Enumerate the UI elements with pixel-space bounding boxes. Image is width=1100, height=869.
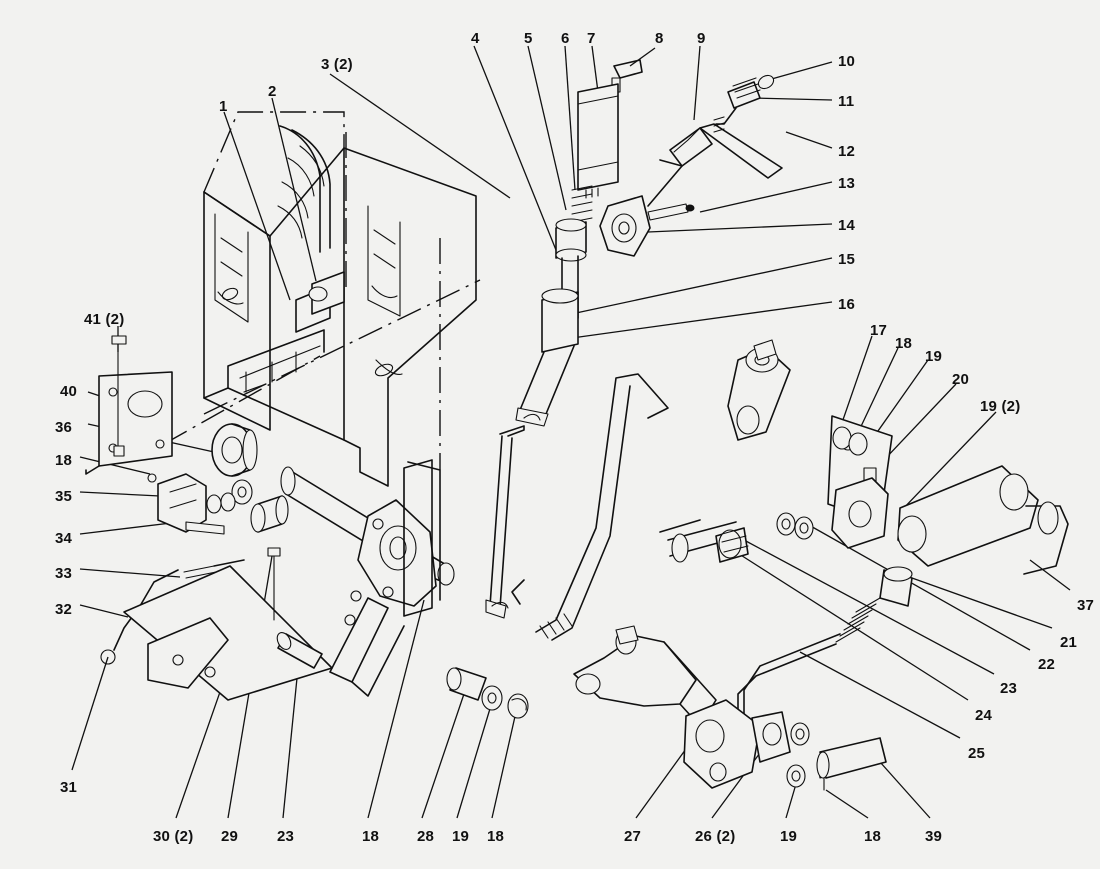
leader-lines-bottom [176, 556, 930, 818]
callout-15: 15 [838, 251, 856, 268]
left-mount-plate [86, 336, 172, 474]
callout-16: 16 [838, 296, 856, 313]
callout-6: 6 [561, 30, 570, 47]
center-bottom-pins [447, 668, 528, 718]
callout-33: 33 [55, 565, 73, 582]
upper-rod-assembly [600, 73, 782, 256]
callout-19-b1: 19 [780, 828, 798, 845]
callout-40: 40 [60, 383, 78, 400]
callout-10: 10 [838, 53, 856, 70]
callout-18-b3: 18 [362, 828, 380, 845]
callout-8: 8 [655, 30, 664, 47]
callout-20: 20 [952, 371, 970, 388]
bottom-linkage-assembly [574, 626, 886, 790]
callout-2: 2 [268, 83, 277, 100]
center-bellcrank [330, 460, 440, 696]
callout-23-bottom: 23 [277, 828, 295, 845]
callout-25: 25 [968, 745, 986, 762]
callout-22: 22 [1038, 656, 1056, 673]
callout-21: 21 [1060, 634, 1078, 651]
callout-35: 35 [55, 488, 73, 505]
callout-31: 31 [60, 779, 78, 796]
callout-39: 39 [925, 828, 943, 845]
callout-13: 13 [838, 175, 856, 192]
callout-41-2: 41 (2) [84, 311, 125, 328]
callout-37: 37 [1077, 597, 1095, 614]
callout-7: 7 [587, 30, 596, 47]
callout-28: 28 [417, 828, 435, 845]
callout-17: 17 [870, 322, 888, 339]
housing-assembly [164, 112, 480, 486]
leader-lines-top [224, 46, 700, 300]
callout-19-top: 19 [925, 348, 943, 365]
callout-23-right: 23 [1000, 680, 1018, 697]
callout-12: 12 [838, 143, 856, 160]
callout-36: 36 [55, 419, 73, 436]
long-center-rod [486, 426, 524, 618]
callout-19-2: 19 (2) [980, 398, 1021, 415]
callout-9: 9 [697, 30, 706, 47]
callout-11: 11 [838, 93, 855, 110]
callout-18-b1: 18 [864, 828, 882, 845]
callout-18-b2: 18 [487, 828, 505, 845]
callout-27: 27 [624, 828, 642, 845]
callout-18-top: 18 [895, 335, 913, 352]
callout-3: 3 (2) [321, 56, 353, 73]
callout-4: 4 [471, 30, 480, 47]
callout-5: 5 [524, 30, 533, 47]
spring-and-rod-31 [101, 548, 332, 700]
callout-1: 1 [219, 98, 228, 115]
callout-18-left: 18 [55, 452, 73, 469]
callout-30-2: 30 (2) [153, 828, 194, 845]
callout-24: 24 [975, 707, 993, 724]
callout-34: 34 [55, 530, 73, 547]
lower-cylinder [516, 289, 578, 426]
callout-29: 29 [221, 828, 239, 845]
callout-32: 32 [55, 601, 73, 618]
callout-14: 14 [838, 217, 856, 234]
small-bracket-35 [148, 474, 235, 534]
callout-26-2: 26 (2) [695, 828, 736, 845]
callout-19-b2: 19 [452, 828, 470, 845]
